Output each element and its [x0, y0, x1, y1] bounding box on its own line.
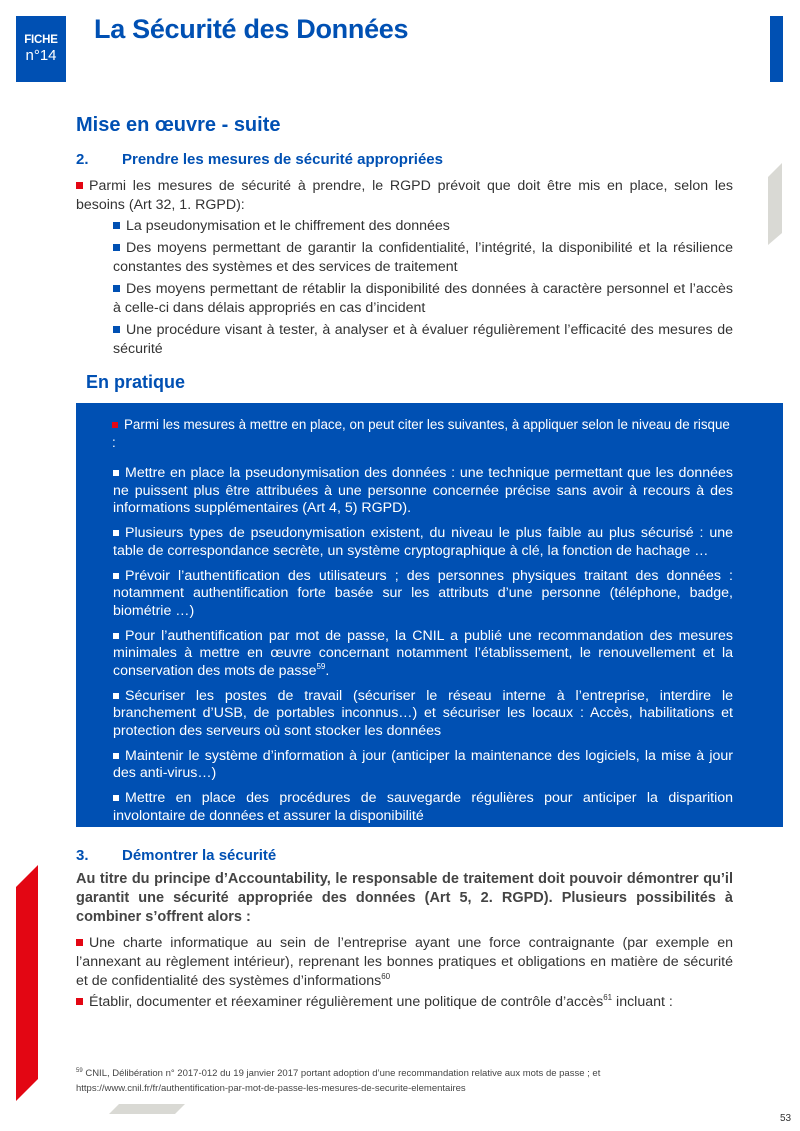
list-item: Pour l’authentification par mot de passe, la CNIL a publié une recommandation des mesures minimales à mettre en œuvre concernant notamment l’établissement, le renouvellement et la conservation des mots de passe$^{59}$. — [113, 627, 733, 679]
white-bullet-icon — [113, 530, 119, 536]
red-bullet-icon — [112, 422, 118, 428]
white-bullet-icon — [113, 795, 119, 801]
footnote-link[interactable]: https://www.cnil.fr/fr/authentification-par-mot-de-passe-les-mesures-de-securite-elementaires — [76, 1083, 466, 1094]
red-slanted-stripe-icon — [16, 865, 39, 1101]
list-item: Des moyens permettant de garantir la confidentialité, l’intégrité, la disponibilité et la résilience constantes des systèmes et des services de traitement — [113, 240, 733, 275]
fiche-number: n°14 — [25, 47, 57, 64]
page-title: La Sécurité des Données — [94, 14, 409, 44]
fiche-badge — [16, 16, 66, 82]
fiche-label: FICHE — [24, 34, 58, 46]
white-bullet-icon — [113, 633, 119, 639]
footnote-ref[interactable]: 61 — [603, 993, 613, 1002]
list-item: Une procédure visant à tester, à analyser et à évaluer régulièrement l’efficacité des mesures de sécurité — [113, 322, 733, 357]
white-bullet-icon — [113, 470, 119, 476]
step2-list — [113, 217, 733, 362]
gray-slanted-stripe-icon — [768, 163, 784, 245]
list-item: Des moyens permettant de rétablir la disponibilité des données à caractère personnel et l’accès à celle-ci dans délais appropriés en cas d’incident — [113, 281, 733, 316]
red-bullet-icon — [76, 998, 83, 1005]
step3-number: 3. — [76, 847, 89, 864]
step3-list — [76, 934, 733, 1014]
list-item: Établir, documenter et réexaminer régulièrement une politique de contrôle d’accès$^{61}$ incluant : — [76, 993, 733, 1012]
white-bullet-icon — [113, 693, 119, 699]
list-item: Maintenir le système d’information à jour (anticiper la maintenance des logiciels, la mise à jour des anti-virus…) — [113, 747, 733, 781]
pratique-box — [76, 403, 783, 827]
blue-bullet-icon — [113, 222, 120, 229]
list-item: Plusieurs types de pseudonymisation existent, du niveau le plus faible au plus sécurisé : une table de correspondance secrète, un système cryptographique à clé, la fonction de hachage … — [113, 525, 733, 559]
white-bullet-icon — [113, 753, 119, 759]
pratique-list — [113, 465, 733, 833]
blue-bullet-icon — [113, 244, 120, 251]
blue-bullet-icon — [113, 326, 120, 333]
step3-intro: Au titre du principe d’Accountability, le responsable de traitement doit pouvoir démontrer qu’il garantit une sécurité appropriée des données (Art 5, 2. RGPD). Plusieurs possibilités à combiner s’offrent alors : — [76, 871, 733, 925]
footnote-number: 59 — [76, 1068, 83, 1074]
list-item: Mettre en place des procédures de sauvegarde régulières pour anticiper la disparition involontaire de données et assurer la disponibilité — [113, 790, 733, 824]
step3-title: Démontrer la sécurité — [122, 847, 277, 864]
pratique-intro: Parmi les mesures à mettre en place, on peut citer les suivantes, à appliquer selon le niveau de risque : — [112, 417, 730, 450]
header-accent-bar — [770, 16, 783, 82]
list-item: Une charte informatique au sein de l’entreprise ayant une force contraignante (par exemple en l’annexant au règlement intérieur), reprenant les bonnes pratiques et obligations en matière de sécurité et de confidentialité des systèmes d’informations$^{60}$ — [76, 935, 733, 989]
footnote-ref[interactable]: 59 — [316, 661, 326, 671]
white-bullet-icon — [113, 573, 119, 579]
blue-bullet-icon — [113, 285, 120, 292]
section-title: Mise en œuvre - suite — [76, 114, 281, 136]
red-bullet-icon — [76, 182, 83, 189]
footnote-ref[interactable]: 60 — [381, 972, 391, 981]
list-item: Mettre en place la pseudonymisation des données : une technique permettant que les données ne puissent plus être attribuées à une personne concernée précise sans avoir à recours à des informations supplémentaires (Art 4, 5) RGPD). — [113, 465, 733, 516]
list-item: La pseudonymisation et le chiffrement des données — [113, 217, 733, 236]
step2-number: 2. — [76, 151, 89, 168]
footnote: $^{59}$ CNIL, Délibération n° 2017-012 du 19 janvier 2017 portant adoption d’une recommandation relative aux mots de passe ; et https://www.cnil.fr/fr/authentification-par-mot-de-passe-les-mesures-de-securite-elementaires — [76, 1068, 601, 1094]
pratique-title: En pratique — [86, 372, 186, 392]
step2-intro: Parmi les mesures de sécurité à prendre, le RGPD prévoit que doit être mis en place, selon les besoins (Art 32, 1. RGPD): — [76, 178, 733, 213]
step2-heading — [76, 151, 443, 168]
red-bullet-icon — [76, 939, 83, 946]
list-item: Sécuriser les postes de travail (sécuriser le réseau interne à l’entreprise, interdire le branchement d’USB, de portables inconnus…) et sécuriser les locaux : Accès, habilitations et protection des serveurs où sont stocker les données — [113, 687, 733, 739]
list-item: Prévoir l’authentification des utilisateurs ; des personnes physiques traitant des données : notamment authentification forte basée sur les attributs d’une personne (téléphone, badge, biométrie …) — [113, 567, 733, 619]
gray-slanted-bar-icon — [109, 1104, 185, 1114]
page-number: 53 — [780, 1113, 792, 1124]
step3-heading — [76, 847, 276, 864]
step2-title: Prendre les mesures de sécurité appropriées — [122, 151, 443, 168]
